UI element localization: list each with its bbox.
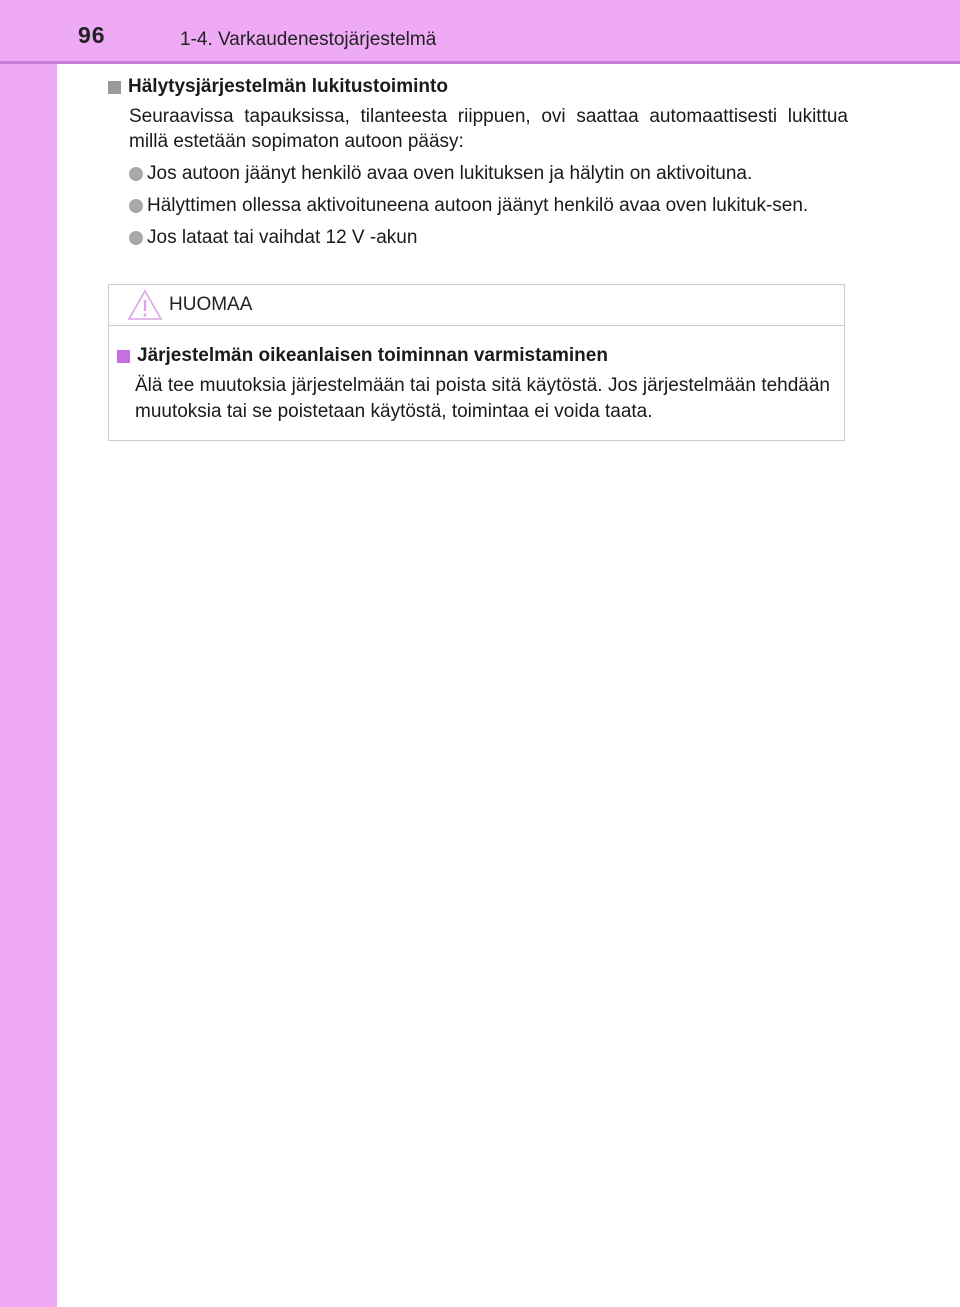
section-heading-text: Hälytysjärjestelmän lukitustoiminto bbox=[128, 76, 448, 97]
notice-heading-text: Järjestelmän oikeanlaisen toiminnan varmistaminen bbox=[137, 345, 608, 366]
intro-paragraph: Seuraavissa tapauksissa, tilanteesta riippuen, ovi saattaa automaattisesti lukittua millä estetään sopimaton autoon pääsy: bbox=[129, 106, 848, 152]
square-bullet-icon bbox=[117, 350, 130, 363]
header-divider bbox=[0, 61, 960, 64]
notice-heading bbox=[117, 341, 830, 371]
page-number: 96 bbox=[78, 22, 106, 48]
list-item bbox=[129, 193, 848, 218]
round-bullet-icon bbox=[129, 231, 143, 245]
list-item-text: Jos lataat tai vaihdat 12 V -akun bbox=[147, 227, 418, 248]
section-label: 1-4. Varkaudenestojärjestelmä bbox=[180, 29, 437, 50]
round-bullet-icon bbox=[129, 167, 143, 181]
notice-label: HUOMAA bbox=[169, 294, 253, 315]
warning-triangle-icon bbox=[127, 289, 163, 321]
list-item bbox=[129, 225, 848, 250]
list-item bbox=[129, 161, 848, 186]
notice-paragraph: Älä tee muutoksia järjestelmään tai poista sitä käytöstä. Jos järjestelmään tehdään muutoksia tai se poistetaan käytöstä, toimintaa ei voida taata. bbox=[135, 375, 830, 422]
square-bullet-icon bbox=[108, 81, 121, 94]
list-item-text: Jos autoon jäänyt henkilö avaa oven lukituksen ja hälytin on aktivoituna. bbox=[147, 163, 753, 184]
main-content bbox=[108, 72, 848, 250]
notice-body bbox=[109, 326, 844, 425]
notice-header bbox=[109, 285, 844, 326]
side-color-strip bbox=[0, 0, 57, 1307]
round-bullet-icon bbox=[129, 199, 143, 213]
section-heading bbox=[108, 72, 848, 102]
header-bar bbox=[0, 0, 960, 62]
list-item-text: Hälyttimen ollessa aktivoituneena autoon jäänyt henkilö avaa oven lukituk-sen. bbox=[147, 195, 809, 216]
notice-box bbox=[108, 284, 845, 441]
